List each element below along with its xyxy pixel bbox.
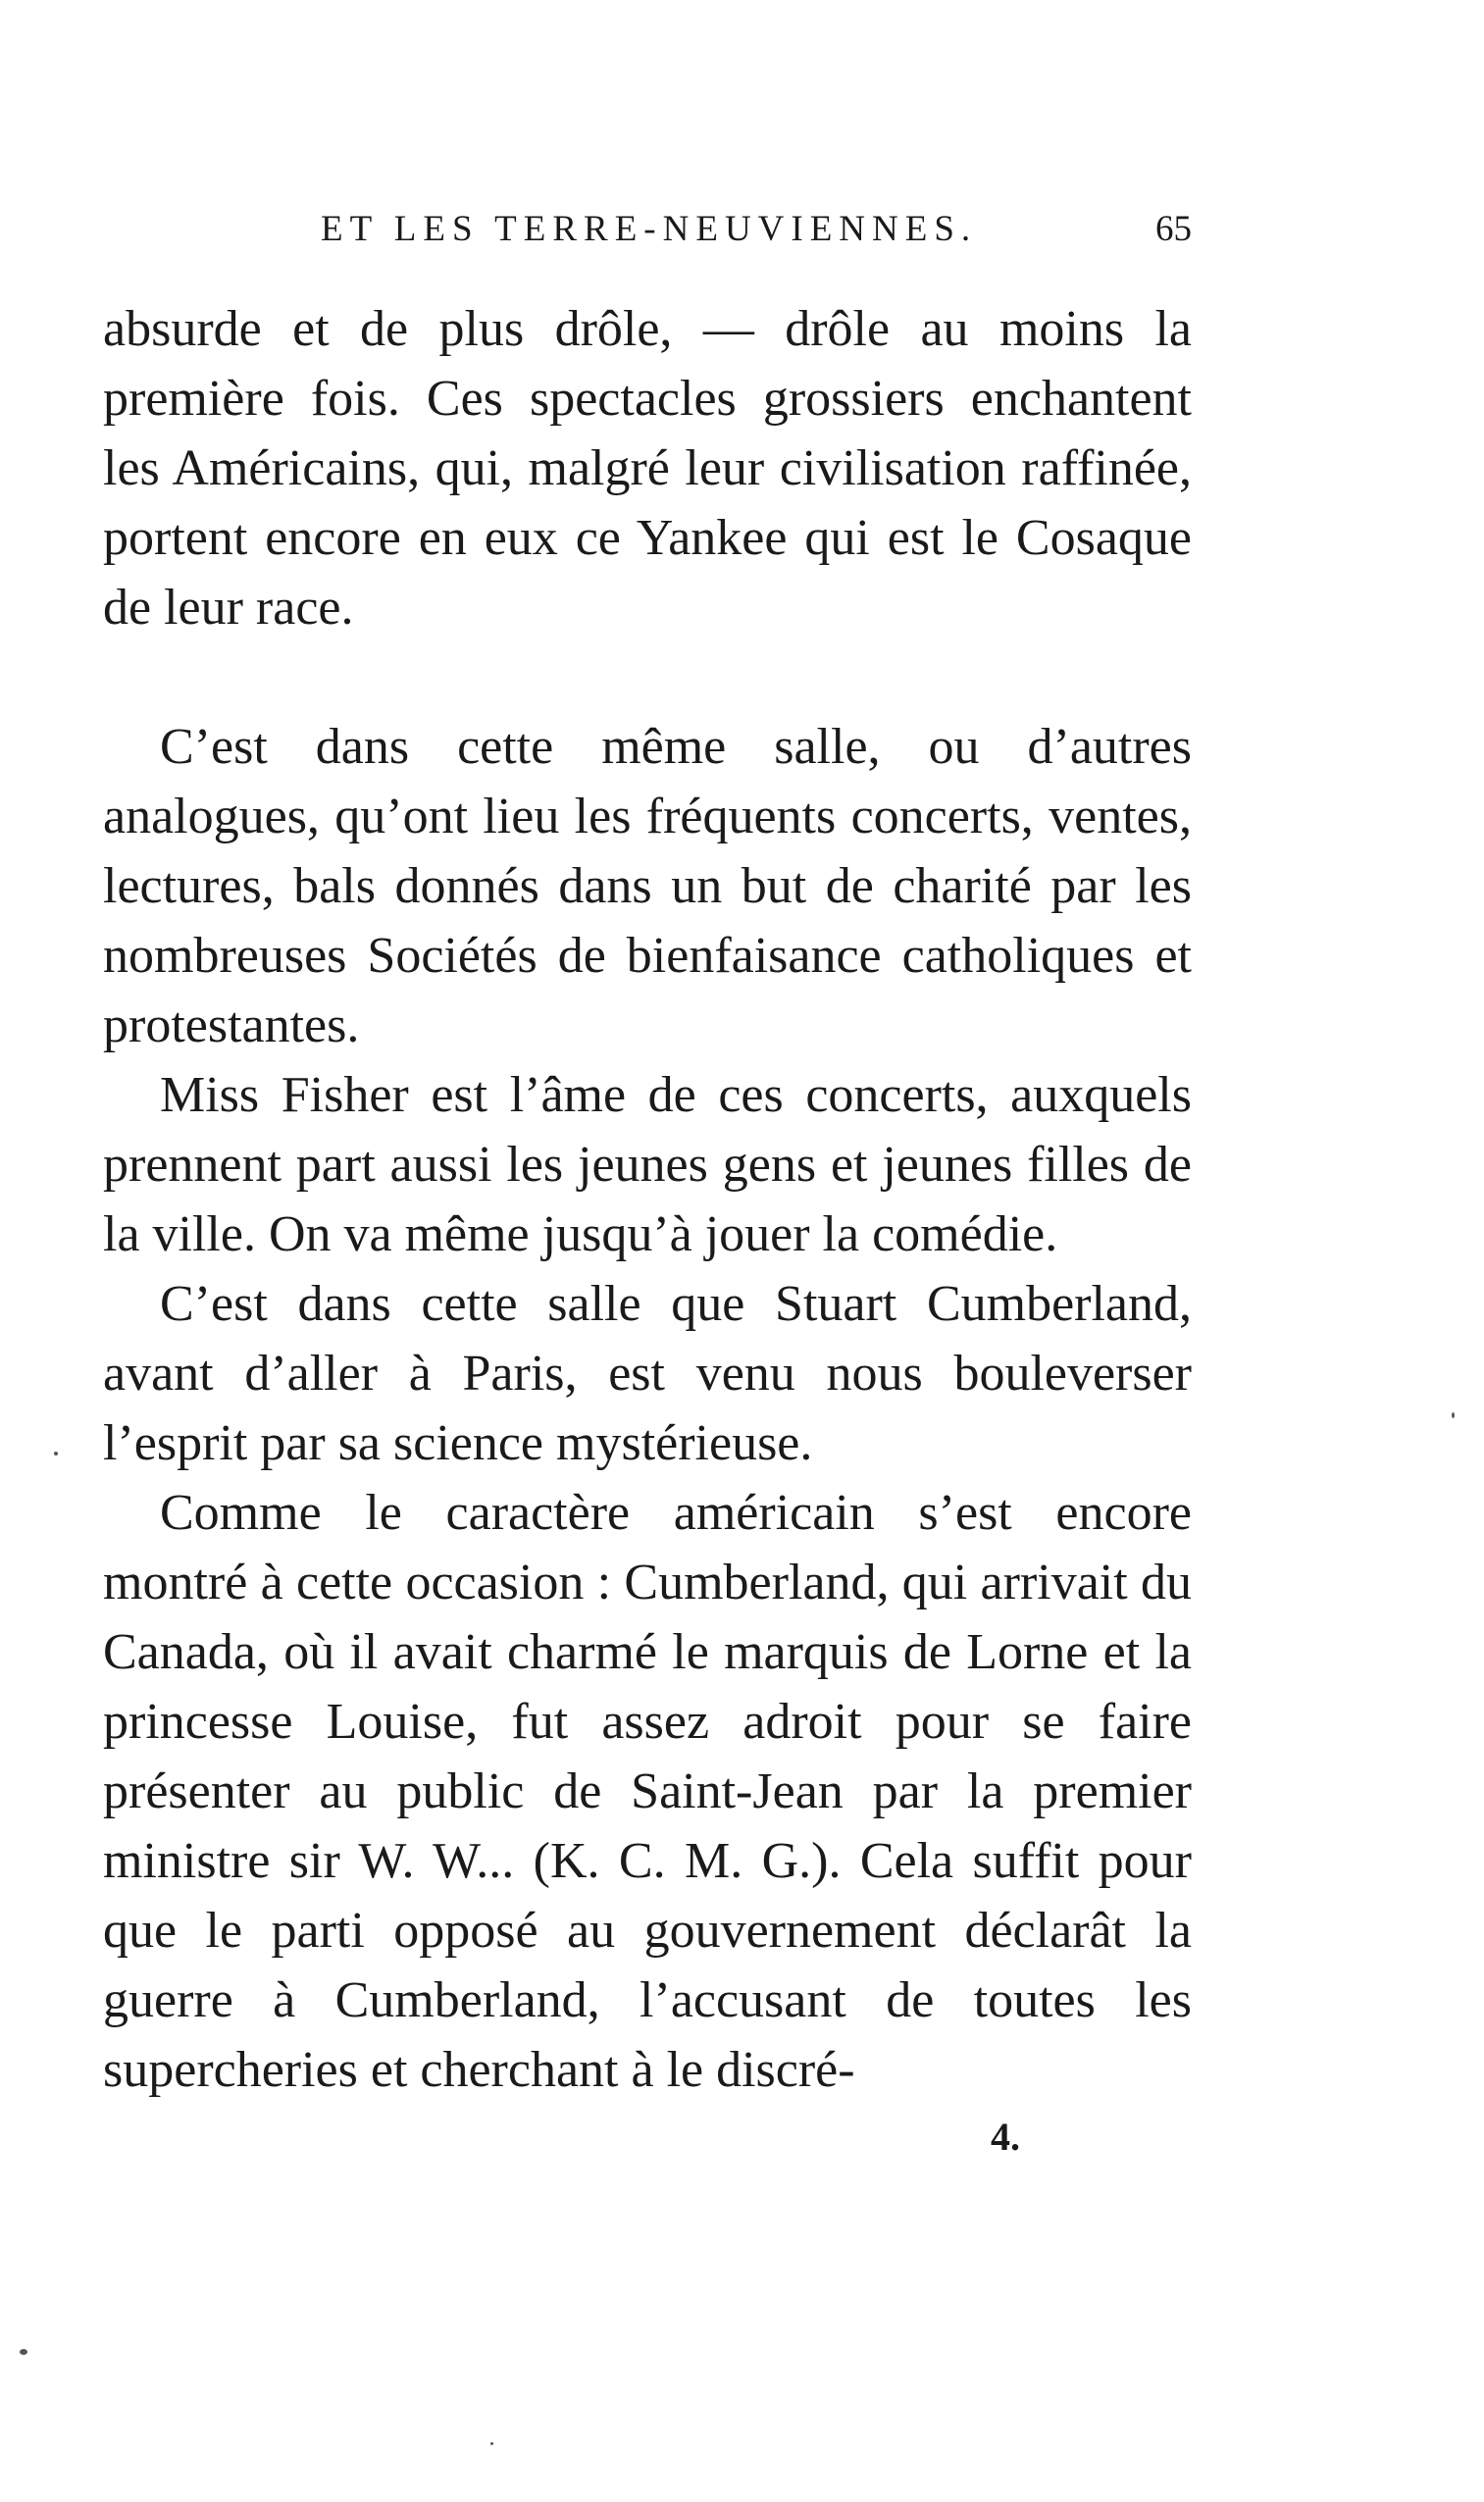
- paragraph: Miss Fisher est l’âme de ces concerts, auxquels prennent part aussi les jeunes gens et jeunes filles de la ville. On va même jusqu’à jouer la comédie.: [103, 1067, 1192, 1262]
- scan-speck: [1452, 1412, 1455, 1418]
- paragraph: Comme le caractère américain s’est encore montré à cette occasion : Cumberland, qui arrivait du Canada, où il avait charmé le marquis de Lorne et la princesse Louise, fut assez adroit pour se faire présenter au public de Saint-Jean par la premier ministre sir W. W... (K. C. M. G.). Cela suffit pour que le parti opposé au gouvernement déclarât la guerre à Cumberland, l’accusant de toutes les supercheries et cherchant à le discré-: [103, 1485, 1192, 2098]
- paragraph: C’est dans cette salle que Stuart Cumberland, avant d’aller à Paris, est venu nous bouleverser l’esprit par sa science mystérieuse.: [103, 1276, 1192, 1471]
- scan-speck: [20, 2349, 27, 2355]
- body-text: [103, 294, 1192, 2105]
- paragraph: C’est dans cette même salle, ou d’autres analogues, qu’ont lieu les fréquents concerts, ventes, lectures, bals donnés dans un but de charité par les nombreuses Sociétés de bienfaisance catholiques et protestantes.: [103, 719, 1192, 1053]
- running-title: ET LES TERRE-NEUVIENNES.: [321, 209, 978, 249]
- page-number: 65: [1155, 209, 1192, 249]
- scan-speck: [490, 2442, 493, 2445]
- signature-mark: 4.: [991, 2115, 1020, 2159]
- running-header: [103, 208, 1192, 257]
- scan-speck: [54, 1452, 58, 1455]
- paragraph-continuation: absurde et de plus drôle, — drôle au moins la première fois. Ces spectacles grossiers enchantent les Américains, qui, malgré leur civilisation raffinée, portent encore en eux ce Yankee qui est le Cosaque de leur race.: [103, 301, 1192, 636]
